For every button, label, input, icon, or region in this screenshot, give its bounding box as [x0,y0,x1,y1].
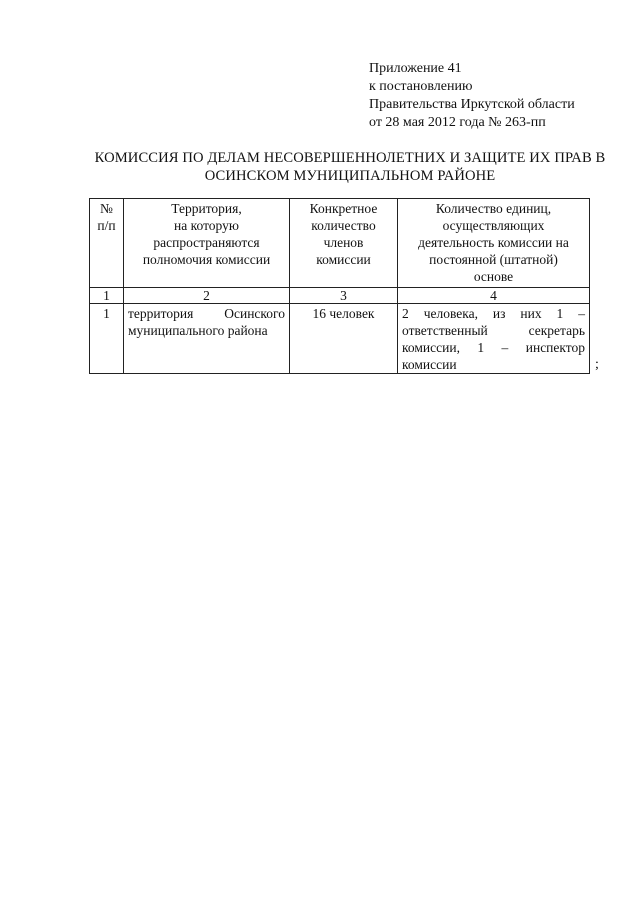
header-text: Территория, [171,201,242,216]
header-cell-territory [124,199,290,288]
row-number-cell: 1 [90,304,124,374]
document-title [60,149,640,185]
header-text: осуществляющих [442,218,545,233]
appendix-line-3: Правительства Иркутской области [369,97,575,112]
trailing-semicolon: ; [595,357,599,372]
header-text: п/п [97,218,116,233]
header-text: членов [323,235,364,250]
header-cell-members [290,199,398,288]
column-number-cell: 2 [124,288,290,304]
table-row [90,304,590,374]
commission-table [89,198,590,374]
header-text: на которую [174,218,239,233]
territory-cell: территория Осинского муниципального района [124,304,290,374]
title-line-2: ОСИНСКОМ МУНИЦИПАЛЬНОМ РАЙОНЕ [204,168,496,184]
header-cell-staff [398,199,590,288]
appendix-line-2: к постановлению [369,79,473,94]
header-text: постоянной (штатной) [429,252,558,267]
header-text: Конкретное [309,201,378,216]
header-text: распространяются [153,235,260,250]
table-header-row [90,199,590,288]
header-text: № [100,201,113,216]
staff-cell: 2 человека, из них 1 – ответственный секретарь комиссии, 1 – инспектор комиссии [398,304,590,374]
header-text: Количество единиц, [435,201,552,216]
column-number-cell: 1 [90,288,124,304]
appendix-line-1: Приложение 41 [369,61,462,76]
members-cell: 16 человек [290,304,398,374]
header-text: комиссии [316,252,371,267]
header-text: полномочия комиссии [142,252,271,267]
column-number-cell: 4 [398,288,590,304]
column-number-row [90,288,590,304]
column-number-cell: 3 [290,288,398,304]
header-text: деятельность комиссии на [418,235,569,250]
appendix-reference [369,60,575,132]
appendix-line-4: от 28 мая 2012 года № 263-пп [369,115,546,130]
title-line-1: КОМИССИЯ ПО ДЕЛАМ НЕСОВЕРШЕННОЛЕТНИХ И ЗАЩИТЕ ИХ ПРАВ В [94,150,606,166]
header-text: основе [473,269,514,284]
header-cell-number [90,199,124,288]
header-text: количество [311,218,376,233]
